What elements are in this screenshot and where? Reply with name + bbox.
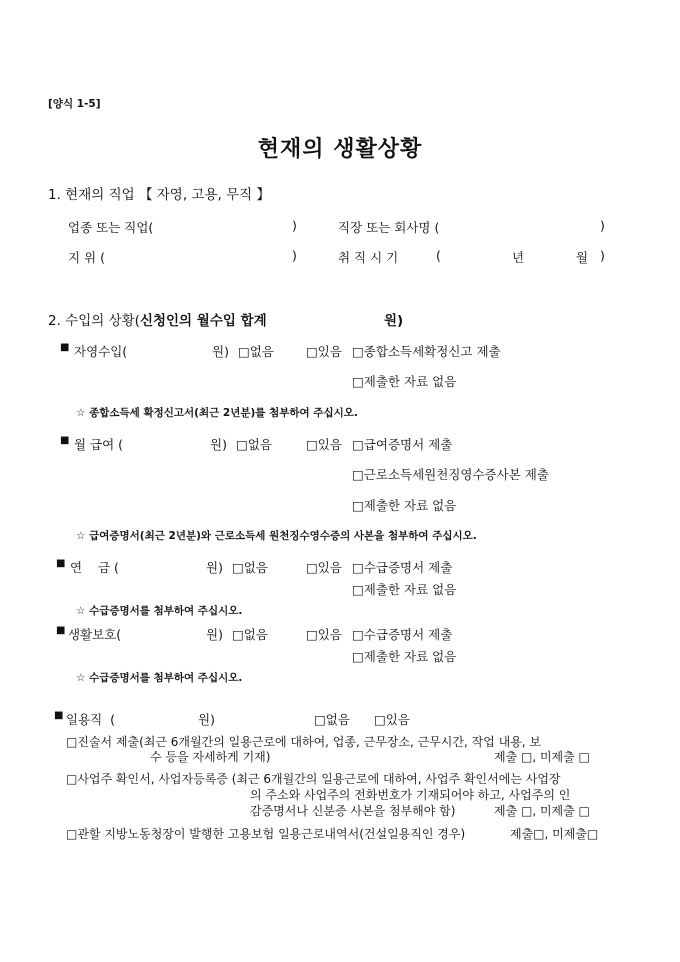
section2-heading bbox=[48, 309, 267, 329]
daily-item1-line1: □진술서 제출(최근 6개월간의 일용근로에 대하여, 업종, 근무장소, 근무시간, 작업 내용, 보 bbox=[66, 735, 542, 749]
salary-opt3-checkbox[interactable]: □제출한 자료 없음 bbox=[352, 498, 457, 513]
section1-options: 【 자영, 고용, 무직 】 bbox=[138, 187, 270, 203]
self-opt2-checkbox[interactable]: □제출한 자료 없음 bbox=[352, 374, 457, 389]
salary-yes-checkbox[interactable]: □있음 bbox=[306, 437, 342, 452]
salary-won: 원) bbox=[210, 437, 227, 452]
daily-item3-submit[interactable]: 제출□, 미제출□ bbox=[510, 827, 599, 841]
self-bullet: ■ bbox=[60, 342, 70, 353]
welfare-opt2-checkbox[interactable]: □제출한 자료 없음 bbox=[352, 649, 457, 664]
daily-item2-line2: 의 주소와 사업주의 전화번호가 기재되어야 하고, 사업주의 인 bbox=[250, 788, 571, 802]
daily-item2-line1: □사업주 확인서, 사업자등록증 (최근 6개월간의 일용근로에 대하여, 사업주 확인서에는 사업장 bbox=[66, 772, 561, 786]
hire-month: 월 bbox=[576, 250, 589, 265]
self-yes-checkbox[interactable]: □있음 bbox=[306, 344, 342, 359]
salary-opt1-checkbox[interactable]: □급여증명서 제출 bbox=[352, 437, 453, 452]
industry-close: ) bbox=[292, 218, 297, 233]
self-label: 자영수입( bbox=[74, 344, 128, 359]
section1-heading bbox=[48, 183, 270, 203]
pension-opt1-checkbox[interactable]: □수급증명서 제출 bbox=[352, 560, 453, 575]
daily-item2-line3: 감증명서나 신분증 사본을 첨부해야 함) bbox=[250, 804, 456, 818]
pension-won: 원) bbox=[206, 560, 223, 575]
section1-heading-text: 1. 현재의 직업 bbox=[48, 187, 135, 203]
section2-heading-start: 2. 수입의 상황( bbox=[48, 313, 140, 329]
self-note: ☆ 종합소득세 확정신고서(최근 2년분)를 첨부하여 주십시오. bbox=[76, 407, 358, 419]
daily-item2-submit[interactable]: 제출 □, 미제출 □ bbox=[494, 804, 590, 818]
salary-opt2-checkbox[interactable]: □근로소득세원천징영수증사본 제출 bbox=[352, 467, 549, 482]
self-none-checkbox[interactable]: □없음 bbox=[238, 344, 274, 359]
self-opt1-checkbox[interactable]: □종합소득세확정신고 제출 bbox=[352, 344, 501, 359]
daily-won: 원) bbox=[198, 712, 215, 727]
pension-yes-checkbox[interactable]: □있음 bbox=[306, 560, 342, 575]
daily-item1-submit[interactable]: 제출 □, 미제출 □ bbox=[494, 750, 590, 764]
position-close: ) bbox=[292, 248, 297, 263]
hire-year: 년 bbox=[512, 250, 525, 265]
welfare-opt1-checkbox[interactable]: □수급증명서 제출 bbox=[352, 627, 453, 642]
daily-yes-checkbox[interactable]: □있음 bbox=[374, 712, 410, 727]
industry-label: 업종 또는 직업( bbox=[68, 220, 154, 235]
section2-heading-bold: 신청인의 월수입 합계 bbox=[139, 313, 267, 329]
position-label: 지 위 ( bbox=[68, 250, 105, 265]
salary-label: 월 급여 ( bbox=[74, 437, 124, 452]
welfare-none-checkbox[interactable]: □없음 bbox=[232, 627, 268, 642]
company-close: ) bbox=[600, 218, 605, 233]
daily-item1-line2: 수 등을 자세하게 기재) bbox=[150, 750, 271, 764]
pension-note: ☆ 수급증명서를 첨부하여 주십시오. bbox=[76, 605, 243, 617]
self-won: 원) bbox=[212, 344, 229, 359]
hire-label: 취 직 시 기 bbox=[338, 250, 399, 265]
salary-none-checkbox[interactable]: □없음 bbox=[236, 437, 272, 452]
company-label: 직장 또는 회사명 ( bbox=[338, 220, 440, 235]
welfare-bullet: ■ bbox=[56, 625, 66, 636]
welfare-note: ☆ 수급증명서를 첨부하여 주십시오. bbox=[76, 672, 243, 684]
section2-heading-end: 원) bbox=[384, 313, 404, 329]
welfare-label: 생활보호( bbox=[68, 627, 122, 642]
hire-close: ) bbox=[600, 248, 605, 263]
daily-item3-line1: □관할 지방노동청장이 발행한 고용보험 일용근로내역서(건설일용직인 경우) bbox=[66, 827, 466, 841]
pension-opt2-checkbox[interactable]: □제출한 자료 없음 bbox=[352, 582, 457, 597]
page-title: 현재의 생활상황 bbox=[257, 137, 423, 162]
hire-open: ( bbox=[436, 248, 441, 263]
pension-label: 연 금 ( bbox=[70, 560, 119, 575]
welfare-yes-checkbox[interactable]: □있음 bbox=[306, 627, 342, 642]
salary-note: ☆ 급여증명서(최근 2년분)와 근로소득세 원천징수영수증의 사본을 첨부하여 주십시오. bbox=[76, 530, 477, 542]
pension-bullet: ■ bbox=[56, 558, 66, 569]
pension-none-checkbox[interactable]: □없음 bbox=[232, 560, 268, 575]
welfare-won: 원) bbox=[206, 627, 223, 642]
daily-label: 일용직 ( bbox=[66, 712, 116, 727]
form-id: [양식 1-5] bbox=[48, 98, 101, 110]
daily-bullet: ■ bbox=[54, 710, 64, 721]
salary-bullet: ■ bbox=[60, 435, 70, 446]
daily-none-checkbox[interactable]: □없음 bbox=[314, 712, 350, 727]
